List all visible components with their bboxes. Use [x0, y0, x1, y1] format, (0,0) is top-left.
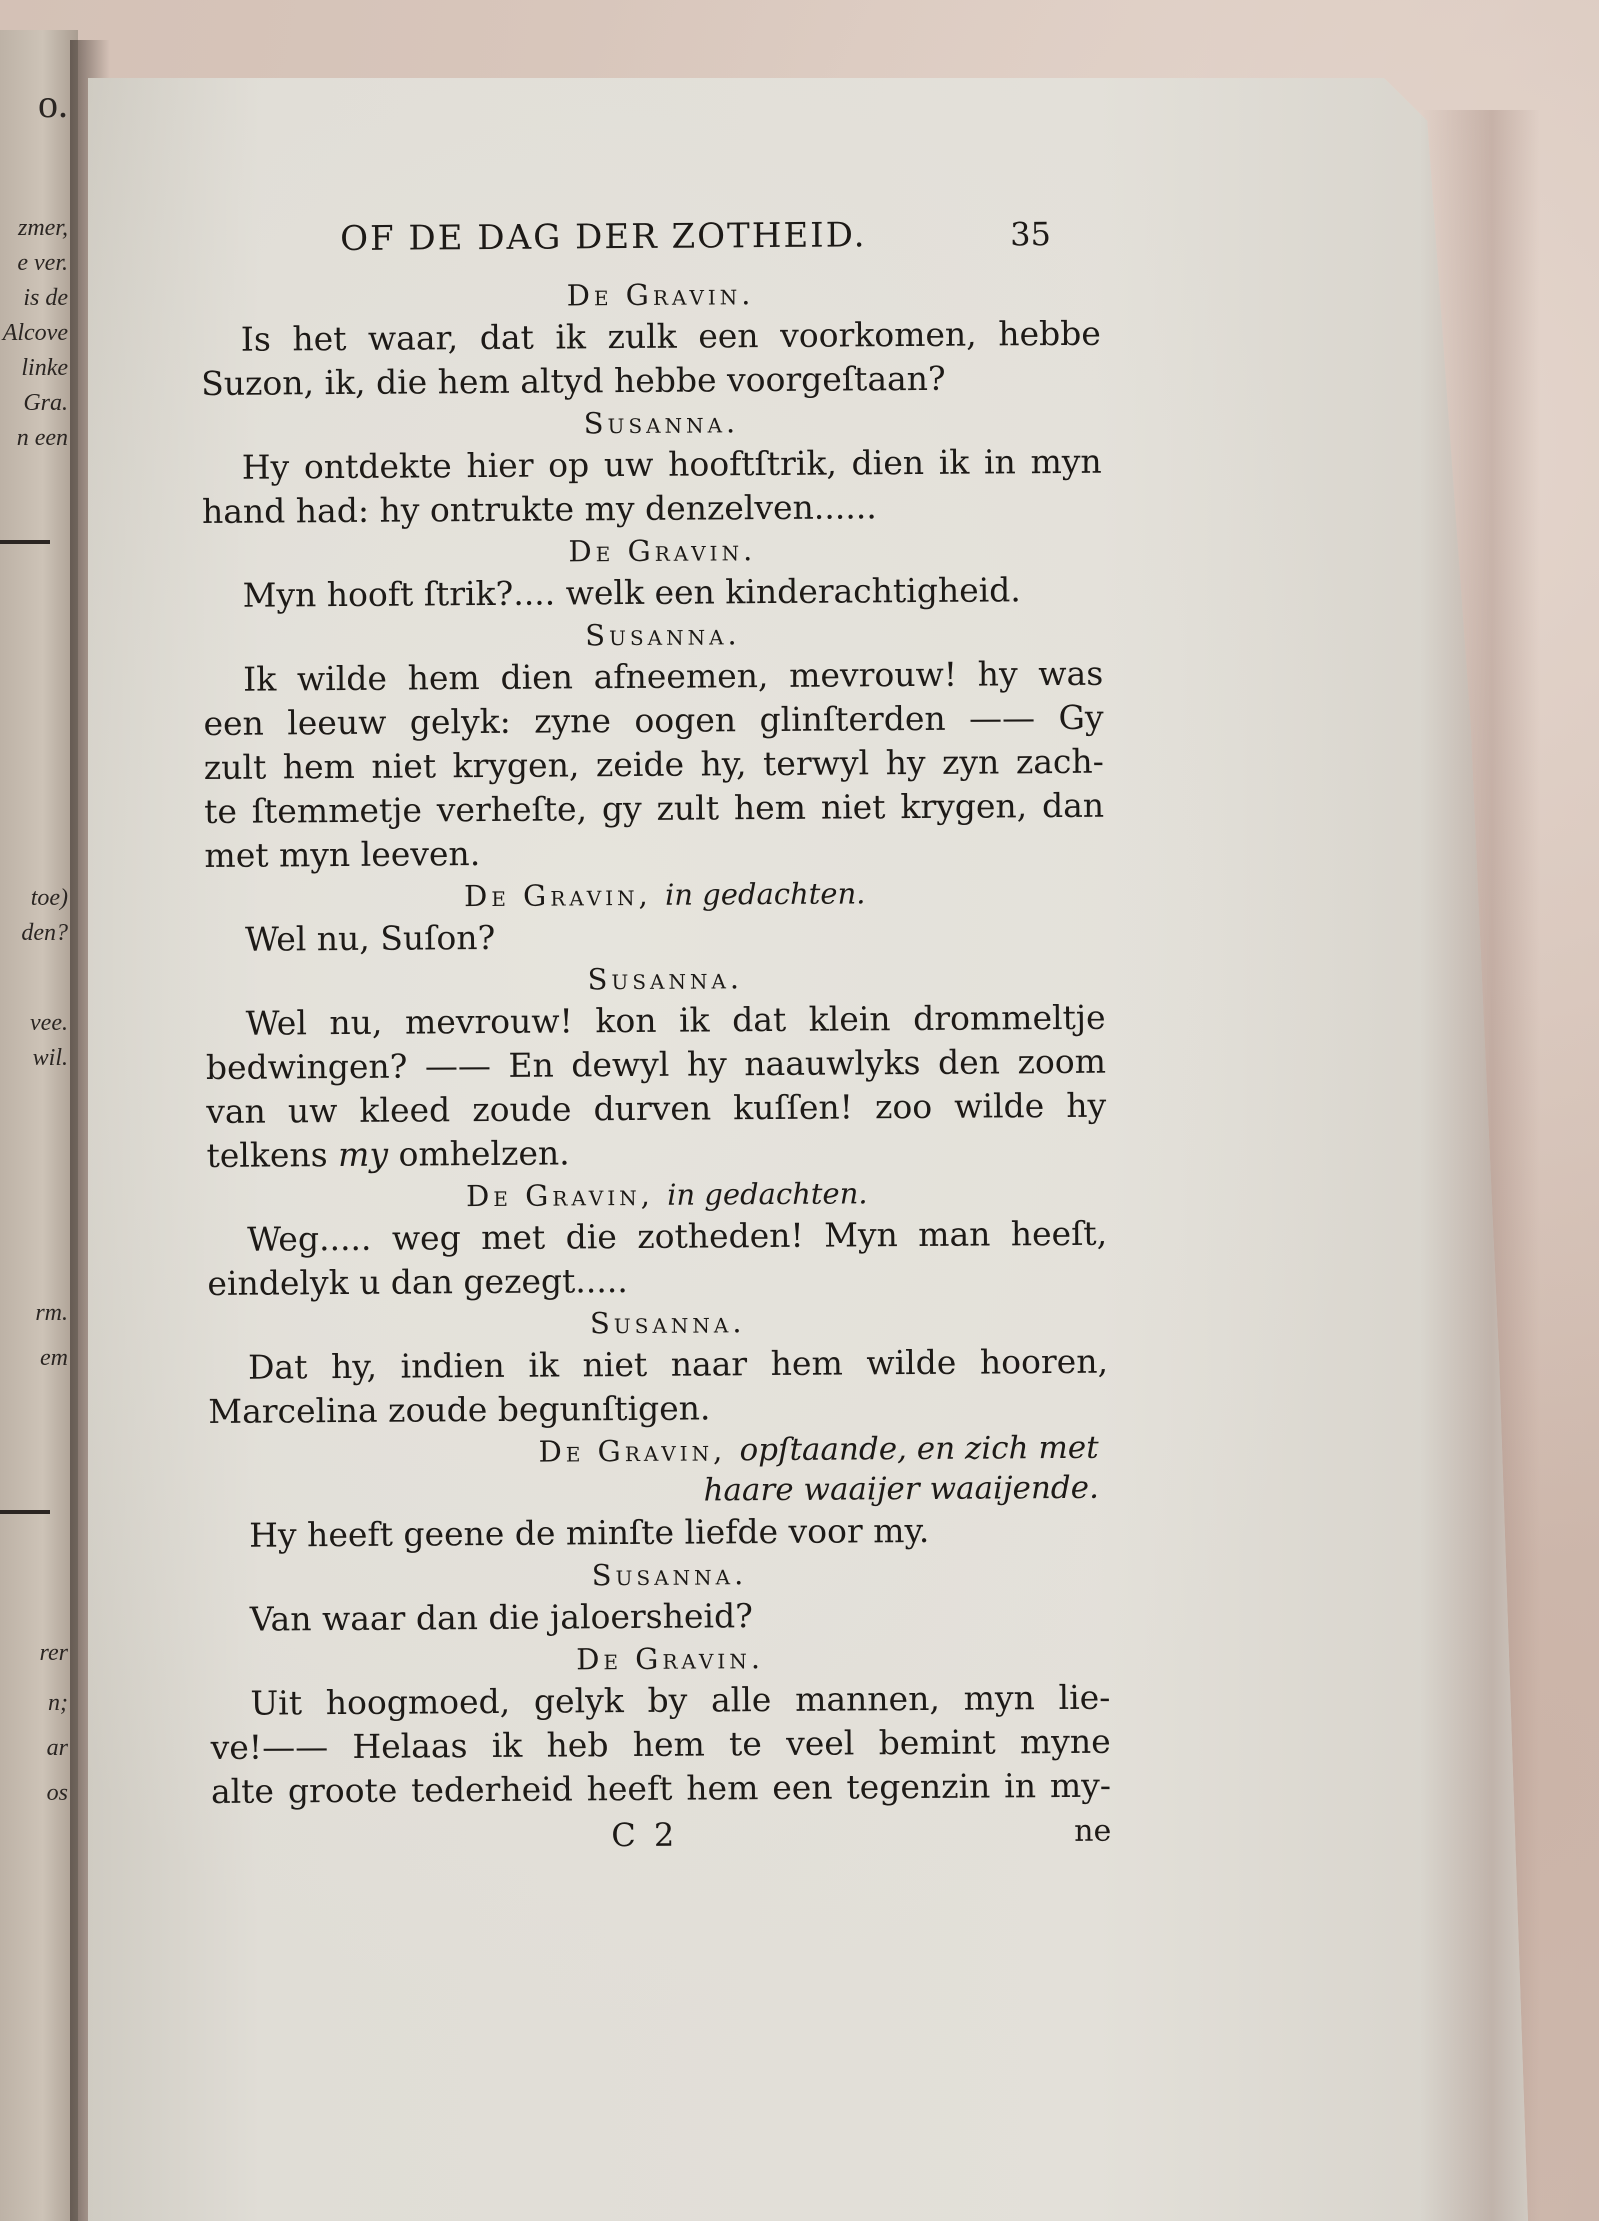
page-number: 35: [1010, 215, 1051, 254]
dialogue-line: eindelyk u dan gezegt.....: [207, 1261, 628, 1303]
dialogue-line: Uit hoogmoed, gelyk by alle mannen, myn lie-: [250, 1677, 1111, 1723]
running-head-title: OF DE DAG DER ZOTHEID.: [340, 215, 867, 260]
dialogue-line: ve!—— Helaas ik heb hem te veel bemint myne: [210, 1721, 1111, 1767]
dialogue-line: telkens my omhelzen.: [206, 1133, 570, 1175]
left-page-rule: [0, 1510, 50, 1514]
speaker-name: [200, 272, 1100, 318]
speaker-label: De Gravin,: [465, 1177, 655, 1214]
speaker-name: [205, 872, 1105, 918]
dialogue-line: Weg..... weg met die zotheden! Myn man heeſt,: [246, 1213, 1108, 1259]
speaker-label: De Gravin,: [538, 1433, 727, 1469]
speaker-label: De Gravin.: [568, 533, 757, 569]
dialogue-line: Marcelina zoude begunſtigen.: [208, 1388, 711, 1431]
dialogue-line: Myn hooft ſtrik?.... welk een kinderachtigheid.: [242, 570, 1021, 615]
dialogue-line: Ik wilde hem dien afneemen, mevrouw! hy was: [243, 653, 1104, 699]
dialogue-line: Suzon, ik, die hem altyd hebbe voorgeſtaan?: [201, 358, 946, 403]
speaker-name: [201, 400, 1101, 446]
left-page-fragment: toe): [30, 885, 68, 911]
speaker-label: Susanna.: [583, 405, 740, 441]
dialogue-line: zult hem niet krygen, zeide hy, terwyl hy zyn zach-: [203, 741, 1104, 787]
left-page-fragment: n een: [16, 425, 68, 451]
page-text-block: [200, 212, 1111, 1866]
dialogue-line: met myn leeven.: [204, 834, 481, 875]
stage-direction: haare waaijer waaijende.: [703, 1469, 1100, 1509]
speaker-label: Susanna.: [585, 617, 741, 653]
speaker-label: Susanna.: [587, 961, 744, 997]
dialogue-line: Dat hy, indien ik niet naar hem wilde hooren,: [247, 1341, 1109, 1387]
left-page-fragment: wil.: [32, 1045, 68, 1071]
left-page-fragment: is de: [23, 285, 68, 311]
speaker-label: De Gravin.: [576, 1641, 765, 1677]
left-page-fragment: em: [40, 1345, 68, 1371]
signature-mark: C 2: [611, 1815, 679, 1855]
speaker-name: [203, 612, 1103, 658]
page-edge-shadow: [1420, 110, 1540, 2221]
dialogue-line: hand had: hy ontrukte my denzelven......: [201, 487, 877, 531]
dialogue-line: Hy ontdekte hier op uw hooftſtrik, dien ik in myn: [241, 441, 1102, 487]
play-dialogue: [200, 272, 1111, 1814]
speaker-name: [208, 1300, 1108, 1346]
dialogue-line: een leeuw gelyk: zyne oogen glinſterden —— Gy: [203, 697, 1104, 743]
left-page-fragment: e ver.: [17, 250, 68, 276]
speaker-label: De Gravin,: [463, 877, 652, 914]
left-page-fragment: os: [46, 1780, 68, 1806]
left-page-fragment: rm.: [35, 1300, 68, 1326]
stage-direction: opſtaande, en zich met: [739, 1429, 1099, 1469]
dialogue-line: te ſtemmetje verheſte, gy zult hem niet krygen, dan: [204, 785, 1105, 831]
speaker-name: [209, 1552, 1109, 1598]
dialogue-line: Wel nu, mevrouw! kon ik dat klein drommeltje: [245, 997, 1106, 1043]
speaker-name: [208, 1428, 1108, 1474]
dialogue-line: Hy heeft geene de minſte liefde voor my.: [249, 1510, 930, 1555]
stage-direction: in gedachten.: [667, 1176, 868, 1212]
speaker-label: Susanna.: [591, 1557, 748, 1593]
left-page-fragment: vee.: [30, 1010, 68, 1036]
left-page-fragment: Gra.: [23, 390, 68, 416]
left-page-fragment: rer: [39, 1640, 68, 1666]
speaker-name: [207, 1172, 1107, 1218]
italic-emphasis: my: [337, 1134, 389, 1175]
left-page-fragment: o.: [38, 81, 68, 126]
left-page-fragment: ar: [46, 1735, 68, 1761]
catchword: ne: [1074, 1813, 1112, 1849]
dialogue-line: Is het waar, dat ik zulk een voorkomen, hebbe: [240, 313, 1101, 359]
speaker-name: [210, 1636, 1110, 1682]
speaker-name: [202, 528, 1102, 574]
stage-direction: in gedachten.: [664, 876, 866, 912]
dialogue-line: bedwingen? —— En dewyl hy naauwlyks den zoom: [205, 1041, 1107, 1087]
dialogue-line: van uw kleed zoude durven kuſſen! zoo wilde hy: [206, 1085, 1107, 1131]
speaker-label: Susanna.: [589, 1305, 746, 1341]
dialogue-line: Wel nu, Suſon?: [244, 917, 496, 959]
speaker-label: De Gravin.: [566, 277, 755, 313]
stage-direction-continued: [209, 1468, 1109, 1514]
left-page-fragment: Alcove: [2, 320, 68, 346]
left-page-fragment: zmer,: [17, 215, 68, 241]
left-page-fragment: n;: [48, 1690, 68, 1716]
page-footer: [211, 1810, 1111, 1866]
left-page-fragment: den?: [21, 920, 68, 946]
left-page-rule: [0, 540, 50, 544]
speaker-name: [205, 956, 1105, 1002]
running-head: [200, 212, 1100, 278]
left-facing-page: [0, 30, 78, 2221]
dialogue-line: alte groote tederheid heeft hem een tegenzin in my-: [210, 1765, 1112, 1811]
dialogue-line: Van waar dan die jaloersheid?: [249, 1596, 753, 1639]
left-page-fragment: linke: [21, 355, 68, 381]
